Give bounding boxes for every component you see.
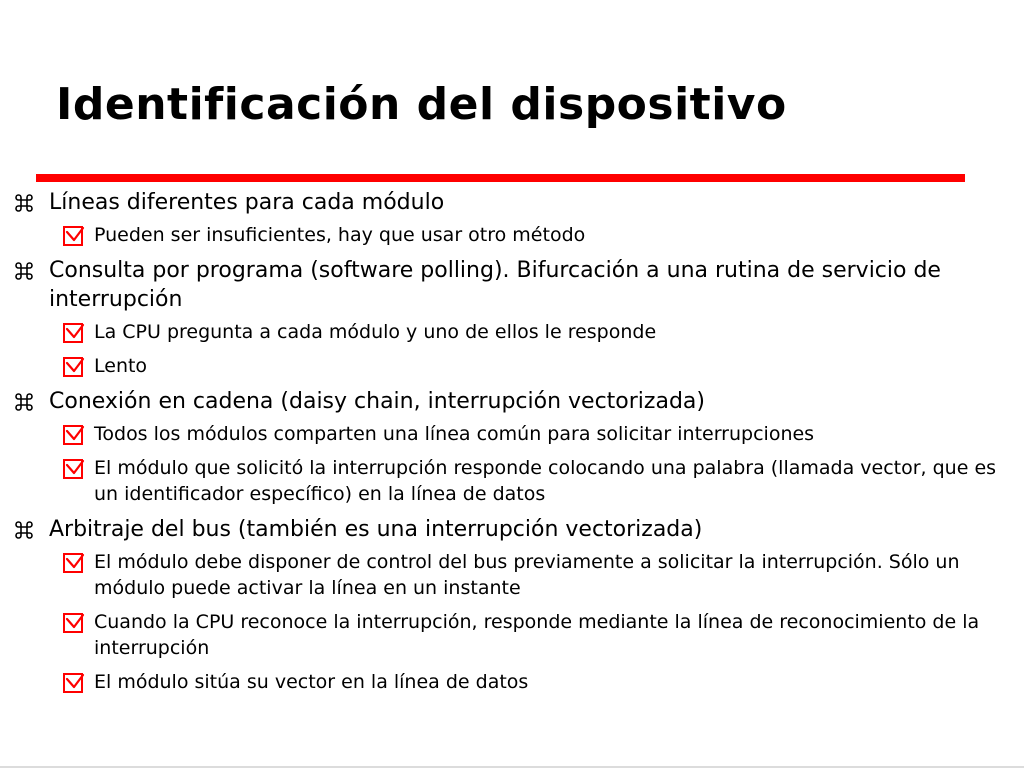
checkbox-check-icon	[63, 673, 85, 693]
sub-bullet-text: Lento	[94, 355, 148, 377]
bullet-item	[12, 515, 1012, 544]
slide-title: Identificación del dispositivo	[56, 79, 787, 130]
bullet-text: Arbitraje del bus (también es una interrupción vectorizada)	[49, 517, 703, 542]
sub-bullet-text: Todos los módulos comparten una línea común para solicitar interrupciones	[94, 423, 815, 445]
checkbox-check-icon	[63, 613, 85, 633]
sub-bullet-text: El módulo sitúa su vector en la línea de datos	[94, 671, 529, 693]
sub-bullet-item	[12, 549, 1012, 601]
bullet-text: Consulta por programa (software polling). Bifurcación a una rutina de servicio de interrupción	[49, 258, 941, 312]
checkbox-check-icon	[63, 226, 85, 246]
bullet-item	[12, 387, 1012, 416]
sub-bullet-text: Pueden ser insuficientes, hay que usar otro método	[94, 224, 586, 246]
sub-bullet-item	[12, 609, 1012, 661]
sub-bullet-item	[12, 669, 1012, 695]
sub-bullet-text: Cuando la CPU reconoce la interrupción, responde mediante la línea de reconocimiento de la interrupción	[94, 611, 980, 659]
title-underline	[36, 174, 965, 182]
sub-bullet-text: La CPU pregunta a cada módulo y uno de ellos le responde	[94, 321, 657, 343]
checkbox-check-icon	[63, 425, 85, 445]
checkbox-check-icon	[63, 357, 85, 377]
sub-bullet-item	[12, 222, 1012, 248]
bullet-item	[12, 256, 1012, 314]
bullet-text: Conexión en cadena (daisy chain, interrupción vectorizada)	[49, 389, 705, 414]
sub-bullet-text: El módulo que solicitó la interrupción responde colocando una palabra (llamada vector, que es un identificador específico) en la línea de datos	[94, 457, 997, 505]
command-key-icon	[12, 191, 36, 215]
command-key-icon	[12, 259, 36, 283]
bullet-text: Líneas diferentes para cada módulo	[49, 190, 445, 215]
bullet-item	[12, 188, 1012, 217]
bullet-list	[12, 188, 1012, 703]
sub-bullet-item	[12, 319, 1012, 345]
command-key-icon	[12, 518, 36, 542]
checkbox-check-icon	[63, 459, 85, 479]
checkbox-check-icon	[63, 323, 85, 343]
sub-bullet-item	[12, 353, 1012, 379]
checkbox-check-icon	[63, 553, 85, 573]
command-key-icon	[12, 390, 36, 414]
sub-bullet-item	[12, 421, 1012, 447]
sub-bullet-item	[12, 455, 1012, 507]
sub-bullet-text: El módulo debe disponer de control del bus previamente a solicitar la interrupción. Sólo un módulo puede activar la línea en un instante	[94, 551, 960, 599]
